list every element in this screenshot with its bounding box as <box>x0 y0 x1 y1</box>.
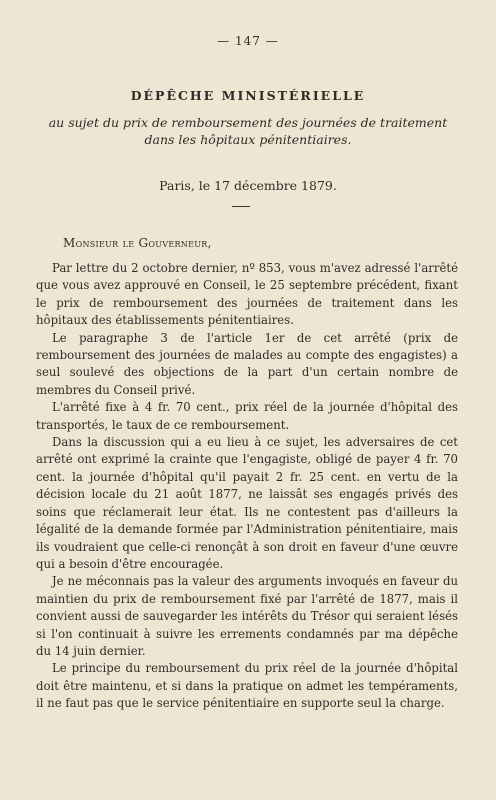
paragraph-6: Le principe du remboursement du prix réel de la journée d'hôpital doit être maintenu, et si dans la pratique on admet les tempéraments, il ne faut pas que le service pénitentiaire en supporte seul la charge. <box>36 661 458 711</box>
letter-body <box>36 260 458 713</box>
page-number: — 147 — <box>217 34 279 48</box>
subtitle-line-1: au sujet du prix de remboursement des journées de traitement <box>48 115 448 130</box>
document-subtitle <box>40 114 456 148</box>
paragraph-5: Je ne méconnais pas la valeur des arguments invoqués en faveur du maintien du prix de remboursement fixé par l'arrêté de 1877, mais il convient aussi de sauvegarder les intérêts du Trésor qui seraient lésés si l'on continuait à suivre les errements condamnés par ma dépêche du 14 juin dernier. <box>36 574 458 658</box>
document-title: DÉPÊCHE MINISTÉRIELLE <box>130 88 366 103</box>
salutation: Monsieur le Gouverneur, <box>63 236 212 250</box>
paragraph-4: Dans la discussion qui a eu lieu à ce sujet, les adversaires de cet arrêté ont exprimé la crainte que l'engagiste, obligé de payer 4 fr. 70 cent. la journée d'hôpital qu'il payait 2 fr. 25 cent. en vertu de la décision locale du 21 août 1877, ne laissât ses engagés privés des soins que réclamerait leur état. Ils ne contestent pas d'ailleurs la légalité de la demande formée par l'Administration pénitentiaire, mais ils voudraient que celle-ci renonçât à son droit en faveur d'une œuvre qui a besoin d'être encouragée. <box>36 435 458 571</box>
subtitle-line-2: dans les hôpitaux pénitentiaires. <box>144 132 352 147</box>
separator-rule <box>232 206 250 207</box>
paragraph-1: Par lettre du 2 octobre dernier, nº 853, vous m'avez adressé l'arrêté que vous avez approuvé en Conseil, le 25 septembre précédent, fixant le prix de remboursement des journées de traitement dans les hôpitaux des établissements pénitentiaires. <box>36 261 458 328</box>
paragraph-2: Le paragraphe 3 de l'article 1er de cet arrêté (prix de remboursement des journées de malades au compte des engagistes) a seul soulevé des objections de la part d'un certain nombre de membres du Conseil privé. <box>36 330 458 397</box>
dateline: Paris, le 17 décembre 1879. <box>159 178 337 193</box>
paragraph-3: L'arrêté fixe à 4 fr. 70 cent., prix réel de la journée d'hôpital des transportés, le taux de ce remboursement. <box>36 400 458 432</box>
